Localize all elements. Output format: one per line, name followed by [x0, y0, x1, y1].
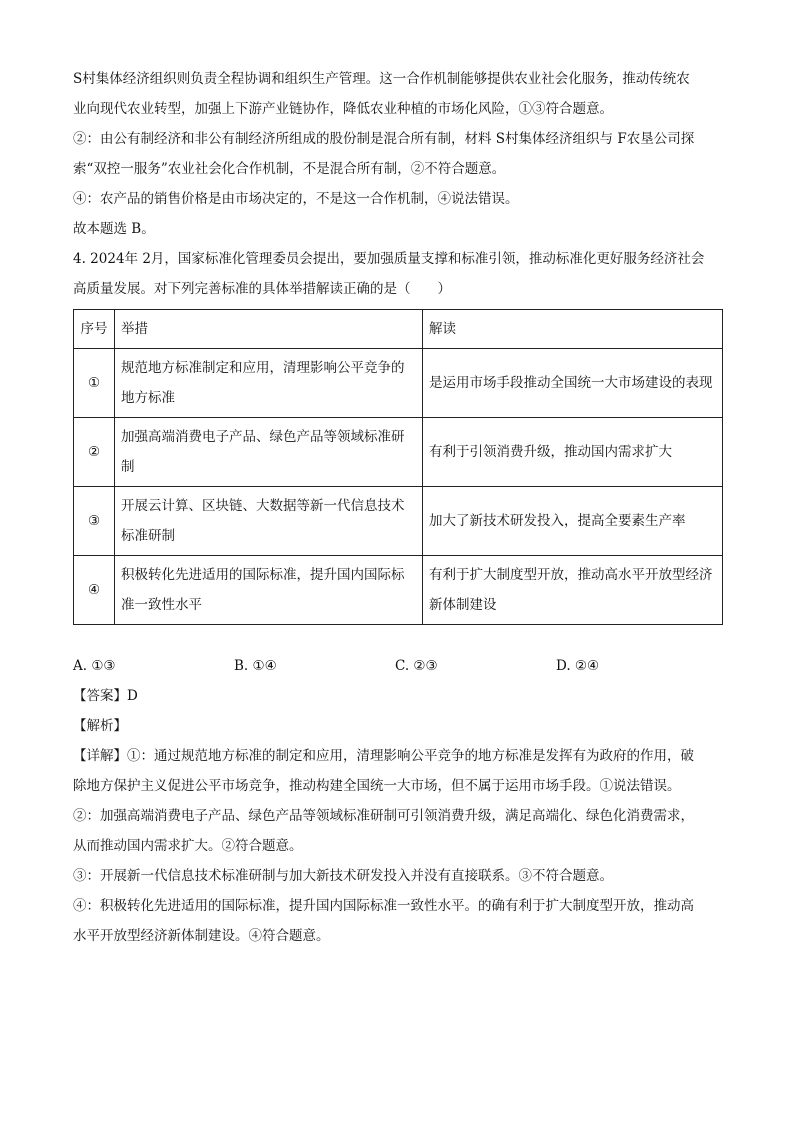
- row-measure: 加强高端消费电子产品、绿色产品等领域标准研制: [115, 418, 423, 487]
- measures-table: [73, 309, 723, 625]
- answer-options: [73, 651, 723, 681]
- header-interpretation: 解读: [423, 310, 723, 349]
- text-line: 4. 2024年 2月，国家标准化管理委员会提出，要加强质量支撑和标准引领，推动标准化更好服务经济社会: [73, 251, 705, 267]
- text-line: 索“双控一服务”农业社会化合作机制，不是混合所有制，②不符合题意。: [73, 161, 506, 177]
- text-line: 水平开放型经济新体制建设。④符合题意。: [73, 928, 330, 944]
- text-line: 【详解】①：通过规范地方标准的制定和应用，清理影响公平竞争的地方标准是发挥有为政府的作用，破: [73, 748, 694, 764]
- row-interpretation: 有利于引领消费升级，推动国内需求扩大: [423, 418, 723, 487]
- table-row: [74, 349, 723, 418]
- text-line: 故本题选 B。: [73, 221, 155, 237]
- option-b: B. ①④: [234, 658, 277, 674]
- row-measure: 开展云计算、区块链、大数据等新一代信息技术标准研制: [115, 487, 423, 556]
- row-index: ③: [74, 487, 115, 556]
- text-line: 从而推动国内需求扩大。②符合题意。: [73, 838, 303, 854]
- row-interpretation: 加大了新技术研发投入，提高全要素生产率: [423, 487, 723, 556]
- table-header-row: [74, 310, 723, 349]
- text-line: 业向现代农业转型，加强上下游产业链协作，降低农业种植的市场化风险，①③符合题意。: [73, 101, 613, 117]
- row-measure: 积极转化先进适用的国际标准，提升国内国际标准一致性水平: [115, 556, 423, 625]
- text-line: S村集体经济组织则负责全程协调和组织生产管理。这一合作机制能够提供农业社会化服务，推动传统农: [73, 71, 690, 87]
- header-measure: 举措: [115, 310, 423, 349]
- header-index: 序号: [74, 310, 115, 349]
- text-line: ④：农产品的销售价格是由市场决定的，不是这一合作机制，④说法错误。: [73, 191, 519, 207]
- table-row: [74, 487, 723, 556]
- question-4-analysis: [73, 741, 723, 951]
- prev-question-analysis: [73, 64, 723, 244]
- analysis-title: 【解析】: [73, 718, 127, 734]
- document-content: [73, 64, 723, 951]
- option-d: D. ②④: [556, 658, 600, 674]
- row-measure: 规范地方标准制定和应用，清理影响公平竞争的地方标准: [115, 349, 423, 418]
- text-line: 高质量发展。对下列完善标准的具体举措解读正确的是（ ）: [73, 281, 451, 297]
- row-index: ②: [74, 418, 115, 487]
- text-line: 除地方保护主义促进公平市场竞争，推动构建全国统一大市场，但不属于运用市场手段。①说法错误。: [73, 778, 681, 794]
- text-line: ②：加强高端消费电子产品、绿色产品等领域标准研制可引领消费升级，满足高端化、绿色化消费需求，: [73, 808, 694, 824]
- question-4-stem: [73, 244, 723, 304]
- text-line: ④：积极转化先进适用的国际标准，提升国内国际标准一致性水平。的确有利于扩大制度型开放，推动高: [73, 898, 694, 914]
- option-a: A. ①③: [73, 658, 116, 674]
- table-row: [74, 556, 723, 625]
- text-line: ②：由公有制经济和非公有制经济所组成的股份制是混合所有制，材料 S村集体经济组织与 F农垦公司探: [73, 131, 695, 147]
- option-c: C. ②③: [395, 658, 438, 674]
- row-index: ④: [74, 556, 115, 625]
- answer-line: 【答案】D: [73, 688, 138, 704]
- row-interpretation: 是运用市场手段推动全国统一大市场建设的表现: [423, 349, 723, 418]
- table-row: [74, 418, 723, 487]
- row-index: ①: [74, 349, 115, 418]
- text-line: ③：开展新一代信息技术标准研制与加大新技术研发投入并没有直接联系。③不符合题意。: [73, 868, 613, 884]
- row-interpretation: 有利于扩大制度型开放，推动高水平开放型经济新体制建设: [423, 556, 723, 625]
